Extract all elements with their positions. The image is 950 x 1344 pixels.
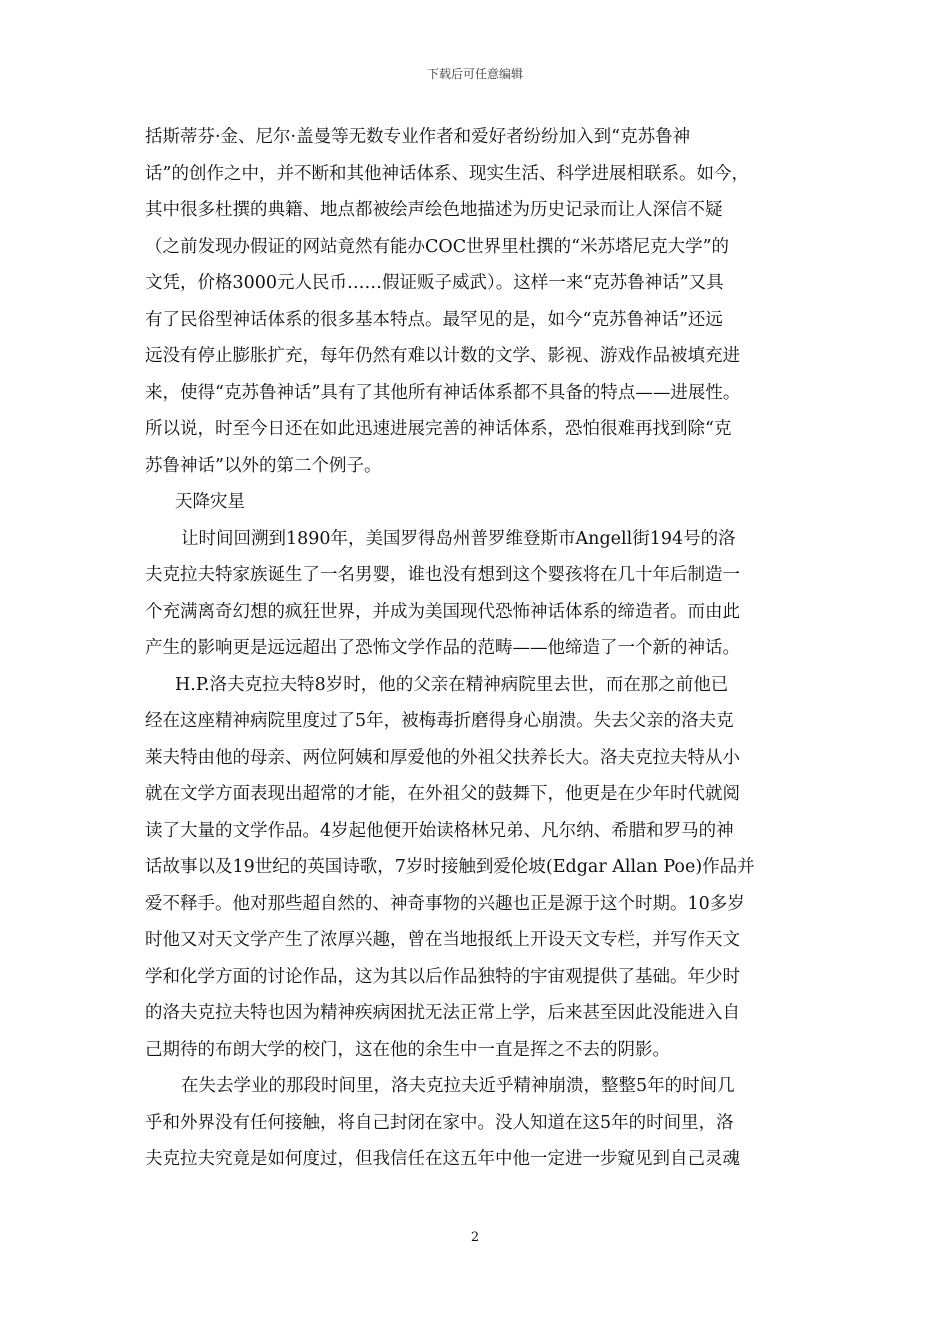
- text-line: 的洛夫克拉夫特也因为精神疾病困扰无法正常上学，后来甚至因此没能进入自: [145, 1003, 740, 1023]
- text-line: （之前发现办假证的网站竟然有能办COC世界里杜撰的“米苏塔尼克大学”的: [145, 236, 730, 257]
- text-line: 夫克拉夫究竟是如何度过，但我信任在这五年中他一定进一步窥见到自己灵魂: [145, 1149, 740, 1169]
- paragraph: [145, 667, 820, 1069]
- paragraph: [145, 521, 820, 667]
- text-line: 己期待的布朗大学的校门，这在他的余生中一直是挥之不去的阴影。: [145, 1039, 670, 1060]
- text-line: 其中很多杜撰的典籍、地点都被绘声绘色地描述为历史记录而让人深信不疑: [145, 200, 723, 220]
- paragraph: [145, 1068, 820, 1178]
- text-line: 在失去学业的那段时间里，洛夫克拉夫近乎精神崩溃，整整5年的时间几: [181, 1076, 735, 1096]
- text-line: 来，使得“克苏鲁神话”具有了其他所有神话体系都不具备的特点——进展性。: [145, 382, 741, 403]
- page-header: 下载后可任意编辑: [426, 67, 523, 81]
- text-line: 就在文学方面表现出超常的才能，在外祖父的鼓舞下，他更是在少年时代就阅: [145, 784, 740, 804]
- text-line: 爱不释手。他对那些超自然的、神奇事物的兴趣也正是源于这个时期。10多岁: [145, 893, 745, 914]
- text-line: 有了民俗型神话体系的很多基本特点。最罕见的是，如今“克苏鲁神话”还远: [145, 309, 723, 330]
- text-line: 话故事以及19世纪的英国诗歌，7岁时接触到爱伦坡(Edgar Allan Poe)作品并: [145, 857, 755, 877]
- text-line: 经在这座精神病院里度过了5年，被梅毒折磨得身心崩溃。失去父亲的洛夫克: [145, 711, 734, 731]
- text-line: 产生的影响更是远远超出了恐怖文学作品的范畴——他缔造了一个新的神话。: [145, 638, 740, 658]
- text-line: 远没有停止膨胀扩充，每年仍然有难以计数的文学、影视、游戏作品被填充进: [145, 346, 740, 366]
- text-line: H.P.洛夫克拉夫特8岁时，他的父亲在精神病院里去世，而在那之前他已: [175, 674, 729, 695]
- text-line: 莱夫特由他的母亲、两位阿姨和厚爱他的外祖父扶养长大。洛夫克拉夫特从小: [145, 747, 740, 768]
- text-line: 文凭，价格3000元人民币……假证贩子威武）。这样一来“克苏鲁神话”又具: [145, 273, 724, 293]
- text-line: 括斯蒂芬·金、尼尔·盖曼等无数专业作者和爱好者纷纷加入到“克苏鲁神: [145, 127, 691, 147]
- section-heading: [145, 484, 820, 521]
- text-line: 所以说，时至今日还在如此迅速进展完善的神话体系，恐怕很难再找到除“克: [145, 419, 732, 439]
- document-body: [145, 119, 820, 1178]
- text-line: 读了大量的文学作品。4岁起他便开始读格林兄弟、凡尔纳、希腊和罗马的神: [145, 820, 734, 841]
- heading-text: 天降灾星: [175, 492, 245, 512]
- text-line: 让时间回溯到1890年，美国罗得岛州普罗维登斯市Angell街194号的洛: [181, 528, 736, 549]
- text-line: 乎和外界没有任何接触，将自己封闭在家中。没人知道在这5年的时间里，洛: [145, 1112, 734, 1133]
- text-line: 话”的创作之中，并不断和其他神话体系、现实生活、科学进展相联系。如今，: [145, 163, 749, 184]
- text-line: 苏鲁神话”以外的第二个例子。: [145, 455, 382, 476]
- text-line: 个充满离奇幻想的疯狂世界，并成为美国现代恐怖神话体系的缔造者。而由此: [145, 601, 740, 622]
- text-line: 时他又对天文学产生了浓厚兴趣，曾在当地报纸上开设天文专栏，并写作天文: [145, 930, 740, 950]
- text-line: 夫克拉夫特家族诞生了一名男婴，谁也没有想到这个婴孩将在几十年后制造一: [145, 565, 740, 585]
- page-number: 2: [470, 1230, 480, 1245]
- text-line: 学和化学方面的讨论作品，这为其以后作品独特的宇宙观提供了基础。年少时: [145, 966, 740, 987]
- paragraph: [145, 119, 820, 484]
